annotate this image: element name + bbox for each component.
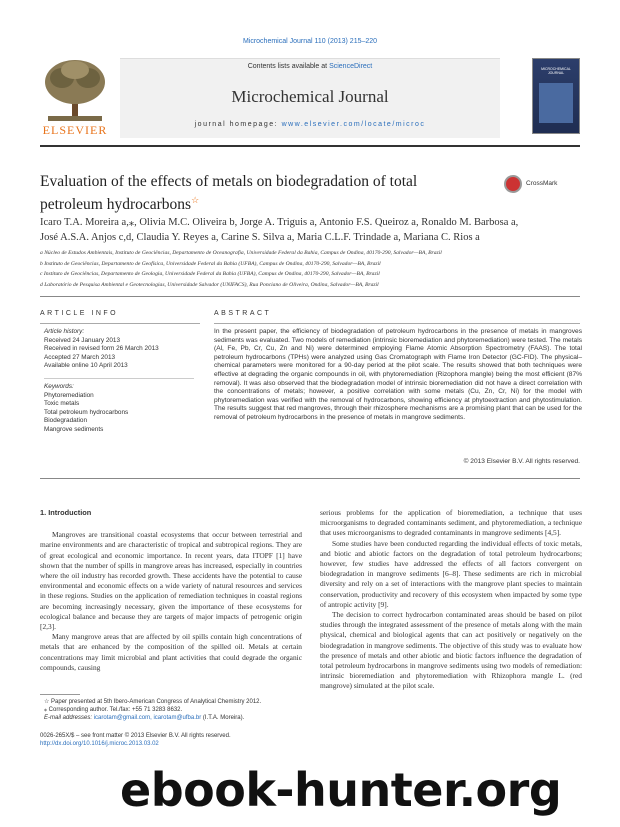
- article-info-heading: ARTICLE INFO: [40, 310, 119, 317]
- journal-title: Microchemical Journal: [231, 87, 389, 106]
- history-online: Available online 10 April 2013: [44, 362, 128, 369]
- journal-banner: [120, 58, 500, 138]
- affiliations: [40, 248, 585, 290]
- doi-link[interactable]: http://dx.doi.org/10.1016/j.microc.2013.03.02: [40, 741, 159, 747]
- crossmark-label: CrossMark: [526, 180, 558, 187]
- article-history: [44, 328, 199, 371]
- body-paragraph: The decision to correct hydrocarbon contaminated areas should be based on pilot studies through the integrated assessment of the presence of metals along with the main physical, chemical and biological agents that can act positively or negatively on the biodegradation in mangrove sediments. The objective of this study was to evaluate how the presence of metals and other abiotic and biotic factors influence the degradation of total petroleum hydrocarbons in mangrove sediments using two models of remediation: intrinsic bioremediation and phytoremediation with Rhizophora mangle L. (red mangrove) simulated at the pilot scale.: [320, 610, 582, 691]
- keywords: [44, 383, 199, 434]
- footnote-corresponding-author: ⁎ Corresponding author. Tel./fax: +55 71 3283 8632.: [44, 707, 183, 713]
- footnote-emails: [44, 714, 304, 722]
- contents-line: [120, 63, 500, 70]
- keyword-item: Mangrove sediments: [44, 425, 104, 433]
- keyword-item: Phytoremediation: [44, 391, 94, 399]
- affiliation-d: d Laboratório de Pesquisa Ambiental e Geotecnologias, Universidade Salvador (UNIFACS), Rua Ponciano de Oliveira, Ondina, Salvador—BA, Brazil: [40, 281, 379, 288]
- emails-label: E-mail addresses:: [44, 715, 94, 721]
- affiliation-a: a Núcleo de Estudos Ambientais, Instituto de Geociências, Departamento de Oceanografia, Universidade Federal da Bahia, Campus de Ondina, 40170-290, Salvador—BA, Brazil: [40, 250, 442, 256]
- crossmark-badge[interactable]: [504, 175, 584, 195]
- section-rule: [40, 296, 580, 297]
- elsevier-logo[interactable]: [40, 58, 110, 138]
- journal-cover-thumbnail[interactable]: [532, 58, 580, 134]
- abstract-text: In the present paper, the efficiency of biodegradation of petroleum hydrocarbons in the presence of metals in mangroves sediments was evaluated. Two models of remediation (intrinsic bioremediation and phytoremediation) were tested. The metals (Al, Fe, Pb, Cr, Cu, Zn and Ni) were determined employing Flame Atomic Absorption Spectrometry (FAAS). The total petroleum hydrocarbons (TPHs) were analyzed using Gas Cromatograph with Flame Iron Detector (GC-FID). The physical–chemical parameters were monitored for a 90-day period at the pilot scale. The results showed that both techniques were effective at degrading the organic compounds in oil, with phytoremediation (Rizophora mangle) being the most efficient (87% removal). It was also observed that the biodegradation model of intrinsic bioremediation did not have a direct correlation with the concentrations of metals; however, a positive correlation with some metals (Cu, Zn, Cr, Ni) for the model with phytoremediation was verified with the removal of hydrocarbons, showing efficiency at phytoextraction and phytostimulation. The results suggest that red mangroves, through their rhizosphere mechanisms are a promising plant that can be used for the removal of petroleum hydrocarbons in the presence of metals in mangrove sediments.: [214, 328, 582, 421]
- homepage-link[interactable]: www.elsevier.com/locate/microc: [281, 121, 426, 128]
- tree-icon: [40, 58, 110, 124]
- keyword-item: Toxic metals: [44, 400, 80, 407]
- authors-line-2: José A.S.A. Anjos c,d, Claudia Y. Reyes a, Carine S. Silva a, Maria C.L.F. Trindade a, Mariana C. Rios a: [40, 232, 480, 243]
- body-column-right: [320, 508, 582, 692]
- author-list: [40, 215, 585, 245]
- footnote-rule: [40, 694, 80, 695]
- copyright-notice: © 2013 Elsevier B.V. All rights reserved.: [463, 458, 580, 465]
- history-received: Received 24 January 2013: [44, 336, 121, 344]
- keyword-item: Biodegradation: [44, 417, 87, 424]
- homepage-prefix: journal homepage:: [194, 121, 282, 128]
- journal-homepage: [120, 121, 500, 128]
- sciencedirect-link[interactable]: ScienceDirect: [329, 63, 373, 70]
- crossmark-icon: [504, 175, 522, 193]
- history-accepted: Accepted 27 March 2013: [44, 353, 116, 361]
- title-footnote-mark[interactable]: ☆: [191, 195, 200, 205]
- authors-line-1: Icaro T.A. Moreira a,⁎, Olivia M.C. Oliveira b, Jorge A. Triguis a, Antonio F.S. Queiroz a, Ronaldo M. Barbosa a,: [40, 217, 519, 228]
- history-revised: Received in revised form 26 March 2013: [44, 345, 159, 352]
- abstract-rule: [214, 323, 580, 324]
- publication-info: [40, 732, 300, 748]
- section-heading-introduction: 1. Introduction: [40, 508, 92, 517]
- keyword-item: Total petroleum hydrocarbons: [44, 408, 129, 416]
- footnote-paper-presented: ☆ Paper presented at 5th Ibero-American Congress of Analytical Chemistry 2012.: [44, 699, 262, 705]
- journal-citation[interactable]: Microchemical Journal 110 (2013) 215–220: [242, 38, 378, 45]
- body-paragraph: Many mangrove areas that are affected by oil spills contain high concentrations of metals that are enhanced by the composition of the spilled oil. Metals at certain concentrations may limit microbial and plant activities that could degrade the organic compounds, causing: [40, 632, 302, 672]
- body-paragraph: Some studies have been conducted regarding the individual effects of toxic metals, and biotic and abiotic factors on the degradation of total petroleum hydrocarbons; however, few studies have addressed the effects of all factors convergent on biodegradation in mangrove sediments [6–8]. These sediments are rich in microbial diversity and rely on a set of interactions with the mangrove plant species to maintain conservation, productivity and recovery of this ecosystem when impacted by some type of antropic activity [9].: [320, 538, 582, 609]
- issn-line: 0026-265X/$ – see front matter © 2013 Elsevier B.V. All rights reserved.: [40, 733, 231, 739]
- emails-suffix: (I.T.A. Moreira).: [201, 715, 245, 721]
- body-column-left: [40, 508, 302, 673]
- body-paragraph: Mangroves are transitional coastal ecosystems that occur between terrestrial and marine environments and are characteristic of tropical and subtropical regions. They are of great ecological and economic importance. In recent years, data ITOPF [1] have shown that the number of spills in mangrove areas has increased, especially in countries where the oil industry has recorded growth. These accidents have the potential to cause environmental and economic effects on a wide variety of natural resources and services in these regions. Studies on the application of remediation techniques in coastal regions are becoming increasingly necessary, given the importance of these ecosystems for ecological balance and because they are targets of major impacts of petrogenic origin [2,3].: [40, 530, 302, 632]
- article-info-rule: [40, 323, 200, 324]
- elsevier-wordmark: ELSEVIER: [42, 123, 108, 137]
- affiliation-b: b Instituto de Geociências, Departamento de Geofísica, Universidade Federal da Bahia (UFBA), Campus de Ondina, 40170-290, Salvador—BA, Brazil: [40, 260, 381, 267]
- footnotes: [44, 698, 304, 722]
- abstract-heading: ABSTRACT: [214, 310, 272, 317]
- header-rule: [40, 145, 580, 147]
- affiliation-c: c Instituto de Geociências, Departamento de Geologia, Universidade Federal da Bahia (UFBA), Campus de Ondina, 40170-290, Salvador—BA, Brazil: [40, 271, 380, 277]
- body-rule: [40, 478, 580, 479]
- contents-prefix: Contents lists available at: [247, 63, 330, 70]
- email-links[interactable]: icarotam@gmail.com, icarotam@ufba.br: [93, 715, 202, 721]
- watermark: ebook-hunter.org: [120, 763, 562, 817]
- masthead: [40, 58, 580, 140]
- article-title-text: Evaluation of the effects of metals on biodegradation of total petroleum hydrocarbons: [40, 173, 418, 214]
- keywords-rule: [44, 378, 194, 379]
- keywords-label: Keywords:: [44, 383, 74, 390]
- article-title: [40, 173, 480, 214]
- cover-image: [539, 83, 573, 123]
- history-label: Article history:: [44, 328, 85, 335]
- cover-title: MICROCHEMICAL JOURNAL: [541, 67, 571, 75]
- body-paragraph: serious problems for the application of bioremediation, a technique that uses microorganisms to degraded contaminants sediment, and phytoremediation, a technique that uses microorganisms to degraded contaminants in mangrove sediments [4,5].: [320, 508, 582, 538]
